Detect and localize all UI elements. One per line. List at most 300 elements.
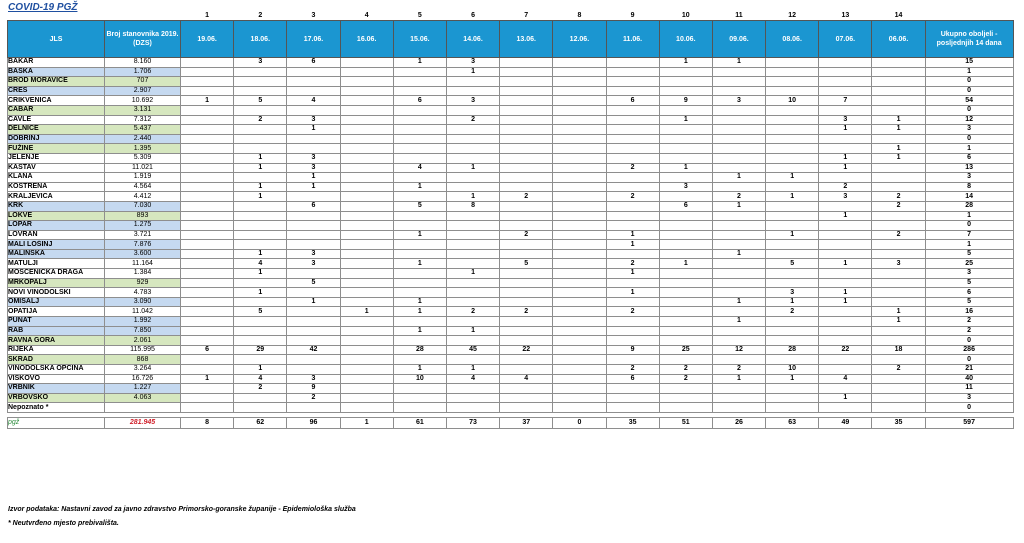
daily-cases-cell bbox=[234, 77, 287, 87]
municipality-name: CRES bbox=[8, 86, 105, 96]
table-row bbox=[8, 259, 1014, 269]
daily-cases-cell: 1 bbox=[659, 259, 712, 269]
daily-cases-cell bbox=[606, 115, 659, 125]
daily-cases-cell bbox=[712, 134, 765, 144]
daily-cases-cell: 1 bbox=[606, 288, 659, 298]
daily-cases-cell: 1 bbox=[872, 307, 925, 317]
daily-cases-cell bbox=[712, 163, 765, 173]
municipality-name: SKRAD bbox=[8, 355, 105, 365]
daily-cases-cell bbox=[500, 249, 553, 259]
daily-cases-cell: 6 bbox=[181, 345, 234, 355]
daily-cases-cell: 4 bbox=[287, 96, 340, 106]
daily-cases-cell bbox=[181, 403, 234, 413]
daily-cases-cell bbox=[340, 77, 393, 87]
daily-cases-cell bbox=[287, 365, 340, 375]
summary-daily-total: 73 bbox=[446, 417, 499, 428]
daily-cases-cell bbox=[872, 403, 925, 413]
total-cases-cell: 16 bbox=[925, 307, 1013, 317]
daily-cases-cell: 1 bbox=[393, 326, 446, 336]
daily-cases-cell bbox=[181, 240, 234, 250]
daily-cases-cell bbox=[659, 144, 712, 154]
daily-cases-cell: 3 bbox=[819, 192, 872, 202]
daily-cases-cell bbox=[393, 249, 446, 259]
municipality-name: CRIKVENICA bbox=[8, 96, 105, 106]
daily-cases-cell: 2 bbox=[606, 163, 659, 173]
daily-cases-cell bbox=[553, 163, 606, 173]
daily-cases-cell bbox=[872, 77, 925, 87]
daily-cases-cell bbox=[766, 86, 819, 96]
daily-cases-cell bbox=[287, 211, 340, 221]
total-cases-cell: 7 bbox=[925, 230, 1013, 240]
daily-cases-cell bbox=[287, 240, 340, 250]
daily-cases-cell bbox=[659, 355, 712, 365]
daily-cases-cell bbox=[500, 297, 553, 307]
daily-cases-cell bbox=[659, 221, 712, 231]
daily-cases-cell: 1 bbox=[659, 163, 712, 173]
daily-cases-cell bbox=[234, 297, 287, 307]
daily-cases-cell bbox=[819, 336, 872, 346]
daily-cases-cell: 1 bbox=[287, 125, 340, 135]
daily-cases-cell bbox=[234, 336, 287, 346]
daily-cases-cell bbox=[712, 221, 765, 231]
header-date: 13.06. bbox=[500, 21, 553, 58]
header-date: 09.06. bbox=[712, 21, 765, 58]
daily-cases-cell bbox=[872, 355, 925, 365]
table-row bbox=[8, 58, 1014, 68]
daily-cases-cell: 1 bbox=[819, 125, 872, 135]
daily-cases-cell bbox=[393, 144, 446, 154]
daily-cases-cell: 10 bbox=[393, 374, 446, 384]
total-cases-cell: 3 bbox=[925, 269, 1013, 279]
daily-cases-cell: 3 bbox=[819, 115, 872, 125]
table-row bbox=[8, 307, 1014, 317]
summary-daily-total: 61 bbox=[393, 417, 446, 428]
daily-cases-cell: 3 bbox=[446, 96, 499, 106]
daily-cases-cell bbox=[553, 249, 606, 259]
table-row bbox=[8, 393, 1014, 403]
daily-cases-cell bbox=[393, 384, 446, 394]
daily-cases-cell bbox=[553, 278, 606, 288]
table-row bbox=[8, 345, 1014, 355]
daily-cases-cell bbox=[553, 355, 606, 365]
column-number: 10 bbox=[681, 12, 690, 19]
table-row bbox=[8, 201, 1014, 211]
daily-cases-cell: 1 bbox=[446, 67, 499, 77]
daily-cases-cell bbox=[234, 211, 287, 221]
population-cell: 2.907 bbox=[105, 86, 181, 96]
daily-cases-cell: 45 bbox=[446, 345, 499, 355]
daily-cases-cell bbox=[712, 153, 765, 163]
daily-cases-cell bbox=[500, 105, 553, 115]
daily-cases-cell bbox=[500, 384, 553, 394]
column-number-row bbox=[8, 8, 1014, 21]
daily-cases-cell bbox=[393, 105, 446, 115]
total-cases-cell: 25 bbox=[925, 259, 1013, 269]
daily-cases-cell bbox=[659, 336, 712, 346]
daily-cases-cell bbox=[606, 249, 659, 259]
header-total: Ukupno oboljeli - posljednjih 14 dana bbox=[925, 21, 1013, 58]
municipality-name: Nepoznato * bbox=[8, 403, 105, 413]
total-cases-cell: 3 bbox=[925, 393, 1013, 403]
daily-cases-cell: 3 bbox=[287, 163, 340, 173]
page-title[interactable]: COVID-19 PGŽ bbox=[8, 2, 78, 13]
daily-cases-cell bbox=[340, 182, 393, 192]
daily-cases-cell: 6 bbox=[606, 374, 659, 384]
daily-cases-cell bbox=[500, 163, 553, 173]
daily-cases-cell bbox=[500, 288, 553, 298]
population-cell: 7.030 bbox=[105, 201, 181, 211]
daily-cases-cell: 9 bbox=[659, 96, 712, 106]
daily-cases-cell bbox=[446, 384, 499, 394]
daily-cases-cell bbox=[872, 86, 925, 96]
daily-cases-cell bbox=[659, 240, 712, 250]
daily-cases-cell bbox=[872, 297, 925, 307]
daily-cases-cell bbox=[712, 336, 765, 346]
daily-cases-cell: 1 bbox=[234, 163, 287, 173]
municipality-name: LOKVE bbox=[8, 211, 105, 221]
daily-cases-cell bbox=[659, 125, 712, 135]
column-number: 14 bbox=[894, 12, 903, 19]
daily-cases-cell bbox=[340, 67, 393, 77]
daily-cases-cell: 2 bbox=[234, 384, 287, 394]
population-cell: 3.721 bbox=[105, 230, 181, 240]
daily-cases-cell bbox=[181, 384, 234, 394]
daily-cases-cell: 4 bbox=[819, 374, 872, 384]
daily-cases-cell bbox=[181, 307, 234, 317]
daily-cases-cell: 3 bbox=[287, 374, 340, 384]
daily-cases-cell bbox=[819, 86, 872, 96]
total-cases-cell: 0 bbox=[925, 403, 1013, 413]
daily-cases-cell bbox=[181, 173, 234, 183]
daily-cases-cell: 1 bbox=[393, 259, 446, 269]
daily-cases-cell bbox=[500, 240, 553, 250]
daily-cases-cell: 2 bbox=[446, 115, 499, 125]
daily-cases-cell bbox=[553, 105, 606, 115]
daily-cases-cell bbox=[500, 77, 553, 87]
daily-cases-cell bbox=[819, 240, 872, 250]
summary-daily-total: 49 bbox=[819, 417, 872, 428]
daily-cases-cell bbox=[819, 365, 872, 375]
daily-cases-cell: 6 bbox=[287, 201, 340, 211]
daily-cases-cell: 1 bbox=[872, 317, 925, 327]
daily-cases-cell bbox=[766, 153, 819, 163]
daily-cases-cell bbox=[181, 134, 234, 144]
total-cases-cell: 0 bbox=[925, 355, 1013, 365]
daily-cases-cell bbox=[446, 77, 499, 87]
daily-cases-cell bbox=[872, 173, 925, 183]
daily-cases-cell bbox=[287, 307, 340, 317]
daily-cases-cell bbox=[872, 240, 925, 250]
daily-cases-cell bbox=[181, 86, 234, 96]
daily-cases-cell: 1 bbox=[872, 153, 925, 163]
daily-cases-cell: 2 bbox=[606, 192, 659, 202]
daily-cases-cell bbox=[712, 259, 765, 269]
daily-cases-cell bbox=[659, 278, 712, 288]
total-cases-cell: 21 bbox=[925, 365, 1013, 375]
column-number: 1 bbox=[205, 12, 210, 19]
daily-cases-cell bbox=[712, 125, 765, 135]
daily-cases-cell bbox=[234, 221, 287, 231]
daily-cases-cell bbox=[393, 125, 446, 135]
total-cases-cell: 286 bbox=[925, 345, 1013, 355]
daily-cases-cell bbox=[234, 393, 287, 403]
daily-cases-cell bbox=[340, 384, 393, 394]
daily-cases-cell bbox=[446, 221, 499, 231]
daily-cases-cell bbox=[766, 336, 819, 346]
daily-cases-cell bbox=[340, 345, 393, 355]
daily-cases-cell bbox=[553, 58, 606, 68]
daily-cases-cell: 2 bbox=[500, 307, 553, 317]
daily-cases-cell bbox=[659, 393, 712, 403]
daily-cases-cell bbox=[340, 249, 393, 259]
daily-cases-cell bbox=[553, 134, 606, 144]
table-row bbox=[8, 163, 1014, 173]
daily-cases-cell bbox=[340, 374, 393, 384]
daily-cases-cell bbox=[766, 134, 819, 144]
daily-cases-cell bbox=[766, 144, 819, 154]
daily-cases-cell bbox=[393, 77, 446, 87]
table-row bbox=[8, 144, 1014, 154]
daily-cases-cell bbox=[446, 355, 499, 365]
daily-cases-cell bbox=[500, 153, 553, 163]
daily-cases-cell bbox=[446, 259, 499, 269]
daily-cases-cell bbox=[234, 105, 287, 115]
total-cases-cell: 0 bbox=[925, 77, 1013, 87]
population-cell: 11.164 bbox=[105, 259, 181, 269]
daily-cases-cell bbox=[659, 211, 712, 221]
header-date: 15.06. bbox=[393, 21, 446, 58]
daily-cases-cell: 42 bbox=[287, 345, 340, 355]
daily-cases-cell bbox=[872, 336, 925, 346]
total-cases-cell: 12 bbox=[925, 115, 1013, 125]
table-row bbox=[8, 230, 1014, 240]
daily-cases-cell bbox=[553, 230, 606, 240]
daily-cases-cell bbox=[287, 105, 340, 115]
daily-cases-cell bbox=[872, 134, 925, 144]
daily-cases-cell bbox=[340, 201, 393, 211]
total-cases-cell: 28 bbox=[925, 201, 1013, 211]
daily-cases-cell bbox=[340, 326, 393, 336]
daily-cases-cell: 1 bbox=[766, 173, 819, 183]
daily-cases-cell bbox=[766, 125, 819, 135]
daily-cases-cell bbox=[234, 317, 287, 327]
daily-cases-cell: 6 bbox=[659, 201, 712, 211]
daily-cases-cell bbox=[234, 134, 287, 144]
daily-cases-cell: 1 bbox=[606, 269, 659, 279]
daily-cases-cell bbox=[766, 249, 819, 259]
daily-cases-cell bbox=[712, 105, 765, 115]
daily-cases-cell bbox=[500, 67, 553, 77]
daily-cases-cell bbox=[766, 58, 819, 68]
population-cell: 868 bbox=[105, 355, 181, 365]
daily-cases-cell: 1 bbox=[393, 307, 446, 317]
daily-cases-cell bbox=[872, 67, 925, 77]
total-cases-cell: 15 bbox=[925, 58, 1013, 68]
daily-cases-cell bbox=[340, 211, 393, 221]
daily-cases-cell: 1 bbox=[287, 297, 340, 307]
municipality-name: LOVRAN bbox=[8, 230, 105, 240]
table-row bbox=[8, 269, 1014, 279]
daily-cases-cell bbox=[553, 77, 606, 87]
daily-cases-cell bbox=[819, 77, 872, 87]
daily-cases-cell bbox=[500, 221, 553, 231]
daily-cases-cell bbox=[393, 67, 446, 77]
daily-cases-cell bbox=[553, 393, 606, 403]
daily-cases-cell bbox=[287, 144, 340, 154]
daily-cases-cell bbox=[393, 403, 446, 413]
municipality-name: VIŠKOVO bbox=[8, 374, 105, 384]
header-date: 08.06. bbox=[766, 21, 819, 58]
municipality-name: MOŠĆENIČKA DRAGA bbox=[8, 269, 105, 279]
municipality-name: OMIŠALJ bbox=[8, 297, 105, 307]
table-row bbox=[8, 240, 1014, 250]
summary-daily-total: 51 bbox=[659, 417, 712, 428]
population-cell: 11.042 bbox=[105, 307, 181, 317]
daily-cases-cell: 3 bbox=[287, 249, 340, 259]
table-row bbox=[8, 192, 1014, 202]
daily-cases-cell bbox=[340, 125, 393, 135]
daily-cases-cell: 1 bbox=[287, 182, 340, 192]
daily-cases-cell: 3 bbox=[872, 259, 925, 269]
daily-cases-cell bbox=[553, 182, 606, 192]
daily-cases-cell bbox=[766, 115, 819, 125]
daily-cases-cell bbox=[287, 326, 340, 336]
daily-cases-cell: 1 bbox=[766, 192, 819, 202]
municipality-name: KLANA bbox=[8, 173, 105, 183]
population-cell: 2.440 bbox=[105, 134, 181, 144]
daily-cases-cell bbox=[659, 153, 712, 163]
daily-cases-cell bbox=[712, 230, 765, 240]
daily-cases-cell bbox=[500, 336, 553, 346]
daily-cases-cell bbox=[234, 326, 287, 336]
daily-cases-cell bbox=[872, 326, 925, 336]
daily-cases-cell bbox=[819, 326, 872, 336]
daily-cases-cell bbox=[553, 192, 606, 202]
table-row bbox=[8, 96, 1014, 106]
municipality-name: KRALJEVICA bbox=[8, 192, 105, 202]
daily-cases-cell bbox=[606, 355, 659, 365]
daily-cases-cell bbox=[553, 240, 606, 250]
daily-cases-cell bbox=[500, 58, 553, 68]
header-date: 16.06. bbox=[340, 21, 393, 58]
daily-cases-cell: 1 bbox=[872, 144, 925, 154]
municipality-name: MALI LOŠINJ bbox=[8, 240, 105, 250]
header-date: 11.06. bbox=[606, 21, 659, 58]
daily-cases-cell bbox=[819, 384, 872, 394]
daily-cases-cell bbox=[606, 144, 659, 154]
column-number: 4 bbox=[364, 12, 369, 19]
daily-cases-cell bbox=[819, 134, 872, 144]
daily-cases-cell bbox=[340, 144, 393, 154]
daily-cases-cell bbox=[500, 134, 553, 144]
daily-cases-cell bbox=[340, 115, 393, 125]
daily-cases-cell bbox=[819, 307, 872, 317]
total-cases-cell: 1 bbox=[925, 240, 1013, 250]
municipality-name: DELNICE bbox=[8, 125, 105, 135]
daily-cases-cell: 1 bbox=[393, 182, 446, 192]
daily-cases-cell bbox=[181, 201, 234, 211]
municipality-name: DOBRINJ bbox=[8, 134, 105, 144]
municipality-name: KASTAV bbox=[8, 163, 105, 173]
municipality-name: JELENJE bbox=[8, 153, 105, 163]
daily-cases-cell: 1 bbox=[340, 307, 393, 317]
daily-cases-cell: 1 bbox=[766, 297, 819, 307]
daily-cases-cell bbox=[606, 153, 659, 163]
table-row bbox=[8, 211, 1014, 221]
column-number: 9 bbox=[630, 12, 635, 19]
daily-cases-cell bbox=[659, 317, 712, 327]
daily-cases-cell bbox=[181, 77, 234, 87]
daily-cases-cell bbox=[553, 403, 606, 413]
daily-cases-cell bbox=[553, 144, 606, 154]
daily-cases-cell bbox=[766, 326, 819, 336]
daily-cases-cell bbox=[340, 259, 393, 269]
daily-cases-cell bbox=[181, 317, 234, 327]
municipality-name: FUŽINE bbox=[8, 144, 105, 154]
daily-cases-cell bbox=[393, 355, 446, 365]
daily-cases-cell bbox=[712, 182, 765, 192]
daily-cases-cell bbox=[287, 403, 340, 413]
daily-cases-cell bbox=[766, 105, 819, 115]
daily-cases-cell: 1 bbox=[712, 201, 765, 211]
daily-cases-cell bbox=[287, 317, 340, 327]
daily-cases-cell: 1 bbox=[234, 269, 287, 279]
daily-cases-cell bbox=[872, 384, 925, 394]
daily-cases-cell bbox=[340, 288, 393, 298]
daily-cases-cell bbox=[500, 355, 553, 365]
column-number: 11 bbox=[735, 12, 743, 19]
municipality-name: PUNAT bbox=[8, 317, 105, 327]
population-cell: 929 bbox=[105, 278, 181, 288]
daily-cases-cell: 2 bbox=[872, 201, 925, 211]
daily-cases-cell: 1 bbox=[446, 163, 499, 173]
daily-cases-cell bbox=[393, 221, 446, 231]
daily-cases-cell: 7 bbox=[819, 96, 872, 106]
daily-cases-cell: 1 bbox=[712, 317, 765, 327]
header-date: 12.06. bbox=[553, 21, 606, 58]
daily-cases-cell bbox=[393, 192, 446, 202]
daily-cases-cell bbox=[446, 86, 499, 96]
daily-cases-cell bbox=[606, 211, 659, 221]
daily-cases-cell bbox=[553, 269, 606, 279]
daily-cases-cell bbox=[712, 384, 765, 394]
daily-cases-cell bbox=[181, 249, 234, 259]
total-cases-cell: 1 bbox=[925, 144, 1013, 154]
column-number: 12 bbox=[788, 12, 797, 19]
summary-daily-total: 26 bbox=[712, 417, 765, 428]
daily-cases-cell bbox=[340, 230, 393, 240]
daily-cases-cell bbox=[606, 201, 659, 211]
daily-cases-cell bbox=[819, 403, 872, 413]
daily-cases-cell bbox=[181, 163, 234, 173]
daily-cases-cell bbox=[553, 336, 606, 346]
daily-cases-cell bbox=[393, 86, 446, 96]
daily-cases-cell bbox=[606, 326, 659, 336]
header-date: 10.06. bbox=[659, 21, 712, 58]
daily-cases-cell: 8 bbox=[446, 201, 499, 211]
daily-cases-cell bbox=[500, 269, 553, 279]
municipality-name: KOSTRENA bbox=[8, 182, 105, 192]
daily-cases-cell bbox=[500, 173, 553, 183]
daily-cases-cell bbox=[819, 221, 872, 231]
daily-cases-cell: 25 bbox=[659, 345, 712, 355]
daily-cases-cell: 5 bbox=[287, 278, 340, 288]
daily-cases-cell: 2 bbox=[872, 365, 925, 375]
daily-cases-cell bbox=[872, 163, 925, 173]
daily-cases-cell bbox=[766, 240, 819, 250]
daily-cases-cell bbox=[819, 249, 872, 259]
daily-cases-cell: 5 bbox=[234, 307, 287, 317]
